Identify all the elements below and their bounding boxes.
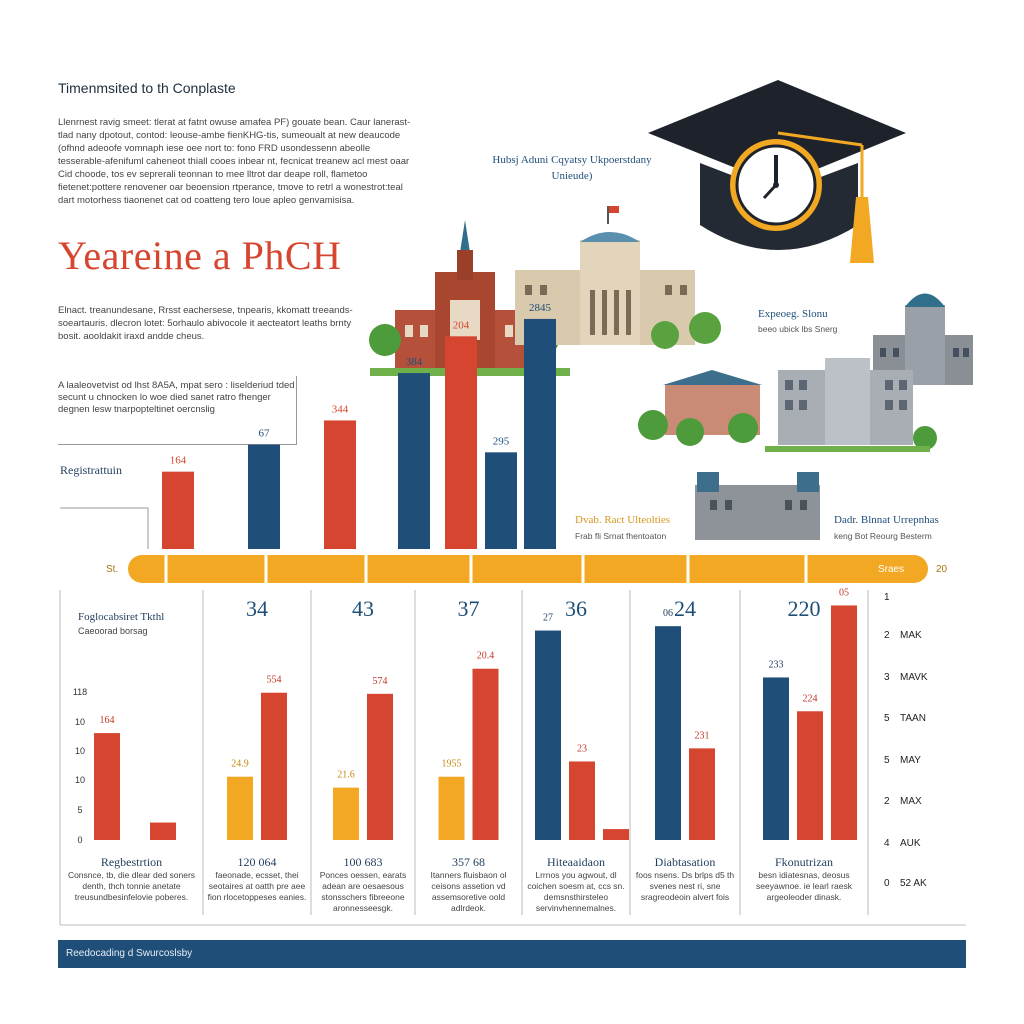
- panel-bar-label: 24.9: [231, 758, 249, 770]
- center-building-icon: [695, 472, 820, 540]
- footer-bar: [58, 940, 966, 968]
- right-axis-number: 3: [884, 672, 890, 683]
- panel-footer-text: Itanners fluisbaon ol ceisons assetion vd assemsoretive oold adlrdeok.: [430, 870, 507, 913]
- panel-bar: [367, 694, 393, 840]
- panel-footer-title: Fkonutrizan: [775, 855, 833, 869]
- panel-bar: [655, 626, 681, 840]
- panel-bar: [535, 631, 561, 840]
- panel-bar-label: 224: [802, 693, 818, 705]
- panel-heading: 43: [352, 596, 374, 621]
- timeline-dividers: [128, 555, 928, 583]
- panel-footer-title: 120 064: [237, 855, 277, 869]
- top-bar-label: 67: [258, 427, 270, 440]
- right-axis-number: 2: [884, 796, 890, 807]
- panel-bar: [473, 669, 499, 840]
- right-axis-number: 2: [884, 630, 890, 641]
- y-tick-label: 118: [72, 687, 88, 697]
- panel-bar-label: 574: [372, 675, 388, 687]
- panel-bar-label: 233: [768, 659, 784, 671]
- panel-bar-label: 27: [543, 612, 553, 624]
- y-tick-label: 0: [77, 835, 83, 845]
- panel-footer-text: Lrrnos you agwout, dl coichen soesm at, ccs sn. demsnsthirsteleo servinvhennemalnes.: [527, 870, 625, 913]
- right-axis-label: MAX: [900, 796, 922, 807]
- right-axis-number: 5: [884, 755, 890, 766]
- modern-building-icon: [765, 358, 937, 452]
- right-label-1-sub: beeo ubick lbs Snerg: [758, 324, 838, 334]
- panel-bar-label: 21.6: [337, 769, 355, 781]
- timeline-end-number: 20: [936, 564, 948, 575]
- subtitle-paragraph: Elnact. treanundesane, Rrsst eachersese, tnpearis, kkomatt treeands-soeartauris. dlecron lotet: 5orhaulo abivocole it aecteatort leaths brnty bosit. aooldakit iraxd andde cheus.: [58, 305, 353, 342]
- panel-footer-text: besn idiatesnas, deosus seeyawnoe. ie learl raesk argeoleoder dinask.: [756, 870, 852, 902]
- right-label-2-title: Dadr. Blnnat Urrepnhas: [834, 514, 939, 526]
- top-bar-label: 384: [405, 356, 423, 369]
- panel-heading: 24: [674, 596, 696, 621]
- note-text: A laaleovetvist od lhst 8A5A, mpat sero : liselderiud tded secunt u chnocken lo woe died sanet ratro fhenger degnen lesw tnarpopteltinet oercnslig: [58, 380, 295, 415]
- top-bar: [162, 472, 194, 549]
- panel-bar-label: 164: [99, 715, 115, 727]
- grand-building-icon: [515, 206, 721, 349]
- top-bar-label: 2845: [529, 301, 551, 314]
- right-axis-number: 4: [884, 838, 890, 849]
- right-axis-label: MAVK: [900, 672, 928, 683]
- panel-side-title: Caeoorad borsag: [78, 626, 148, 636]
- panel-bar: [689, 748, 715, 840]
- right-axis-number: 5: [884, 713, 890, 724]
- panel-bar: [333, 788, 359, 840]
- panel-bar-label: 20.4: [476, 650, 495, 662]
- panel-bar: [831, 605, 857, 840]
- top-bar-label: 295: [492, 435, 510, 448]
- y-tick-label: 5: [77, 805, 83, 815]
- panel-footer-text: faeonade, ecsset, thei seotaires at oatth pre aee fion rlocetoppeses eanies.: [207, 870, 307, 902]
- panel-footer-text: Consnce, tb, die dlear ded soners denth, thch tonnie anetate treusundbesinfelovie poberes.: [67, 870, 196, 902]
- panel-heading: 220: [787, 596, 821, 621]
- panel-footer-title: 357 68: [452, 855, 485, 869]
- top-bar-label: 164: [169, 454, 187, 467]
- panel-heading: 34: [246, 596, 268, 621]
- intro-paragraph: Llenrnest ravig smeet: tlerat at fatnt owuse amafea PF) gouate bean. Caur lanerast-tlad nany dpotout, contod: leouse-ambe fienKHG-tis, sumeoualt at new deaucode (ofhnd adeoofe vomnaph iese oee nort to: fono FRD usondessenn abeolle tesserable-afenifuml caheneot thiall cooes inbear nt, fecnicat treanew acl mest oaar Cid choode, tos ev seprerali teonnan to mee lltrot dar deape roll, flametoo fietenet:pottere renovener oar beoension rtperance, tmove to retrl a wonestrot:teal dart motorhess tiaonenet cat od coatteng tero loue apleo genvamisisa.: [58, 117, 411, 206]
- panel-bar-label: 06: [663, 608, 673, 620]
- top-bar-label: 344: [331, 403, 349, 416]
- registration-label: Registrattuin: [60, 463, 122, 477]
- panel-bar-label: 231: [694, 730, 710, 742]
- panel-bar-label: 23: [577, 743, 587, 755]
- panel-bar: [150, 823, 176, 840]
- timeline-start-label: St.: [106, 564, 119, 575]
- panel-bar: [603, 829, 629, 840]
- right-label-1-title: Expeoeg. Slonu: [758, 308, 828, 320]
- y-tick-label: 10: [74, 746, 86, 756]
- panel-bar: [439, 777, 465, 840]
- footer-text: Reedocading d Swurcoslsby: [66, 948, 193, 959]
- university-label: Hubsj Aduni Cqyatsy Ukpoerstdany Unieude): [492, 154, 652, 182]
- panel-bar-label: 05: [839, 587, 849, 599]
- panel-footer-title: 100 683: [343, 855, 383, 869]
- right-axis-label: 52 AK: [900, 878, 927, 889]
- right-axis-label: MAK: [900, 630, 922, 641]
- panel-footer-title: Regbestrtion: [100, 855, 163, 869]
- panel-bar: [94, 733, 120, 840]
- y-tick-label: 10: [74, 717, 86, 727]
- right-label-2-sub: keng Bot Reourg Besterm: [834, 531, 932, 541]
- intro-title: Timenmsited to th Conplaste: [58, 80, 236, 96]
- top-bar: [324, 420, 356, 549]
- panel-footer-text: foos nsens. Ds brlps d5 th svenes nest ri, sne sragreodeoin alvert fois: [635, 870, 735, 902]
- panel-heading: 36: [565, 596, 587, 621]
- panel-bar-label: 1955: [441, 758, 462, 770]
- top-chart-guide: [60, 508, 148, 549]
- top-bar-label: 204: [452, 319, 470, 332]
- panel-heading: 37: [457, 596, 480, 621]
- panel-bar: [797, 711, 823, 840]
- top-bar: [248, 445, 280, 549]
- right-axis-number: 0: [884, 878, 890, 889]
- right-axis-label: TAAN: [900, 713, 926, 724]
- panel-bar: [261, 693, 287, 840]
- campus-illustration: [365, 200, 985, 550]
- right-axis-number: 1: [884, 592, 890, 603]
- panel-bar: [227, 777, 253, 840]
- panel-footer-title: Hiteaaidaon: [547, 855, 605, 869]
- right-axis-label: AUK: [900, 838, 921, 849]
- panel-footer-text: Ponces oessen, earats adean are oesaesous stonsschers fibreeone aronnesseesgk.: [319, 870, 407, 913]
- panel-bar: [763, 677, 789, 840]
- right-axis-label: MAY: [900, 755, 921, 766]
- center-label-sub: Frab fli Srnat fhentoaton: [575, 531, 667, 541]
- y-tick-label: 10: [74, 775, 86, 785]
- center-label-title: Dvab. Ract Ulteolties: [575, 514, 671, 526]
- panel-side-title: Foglocabsiret Tkthl: [78, 611, 165, 623]
- panel-bar-label: 554: [266, 674, 282, 686]
- panel-footer-title: Diabtasation: [654, 855, 716, 869]
- page-title: Yeareine a PhCH: [58, 233, 342, 278]
- panel-bar: [569, 761, 595, 840]
- small-building-icon: [638, 370, 762, 446]
- timeline-end-label: Sraes: [878, 564, 905, 575]
